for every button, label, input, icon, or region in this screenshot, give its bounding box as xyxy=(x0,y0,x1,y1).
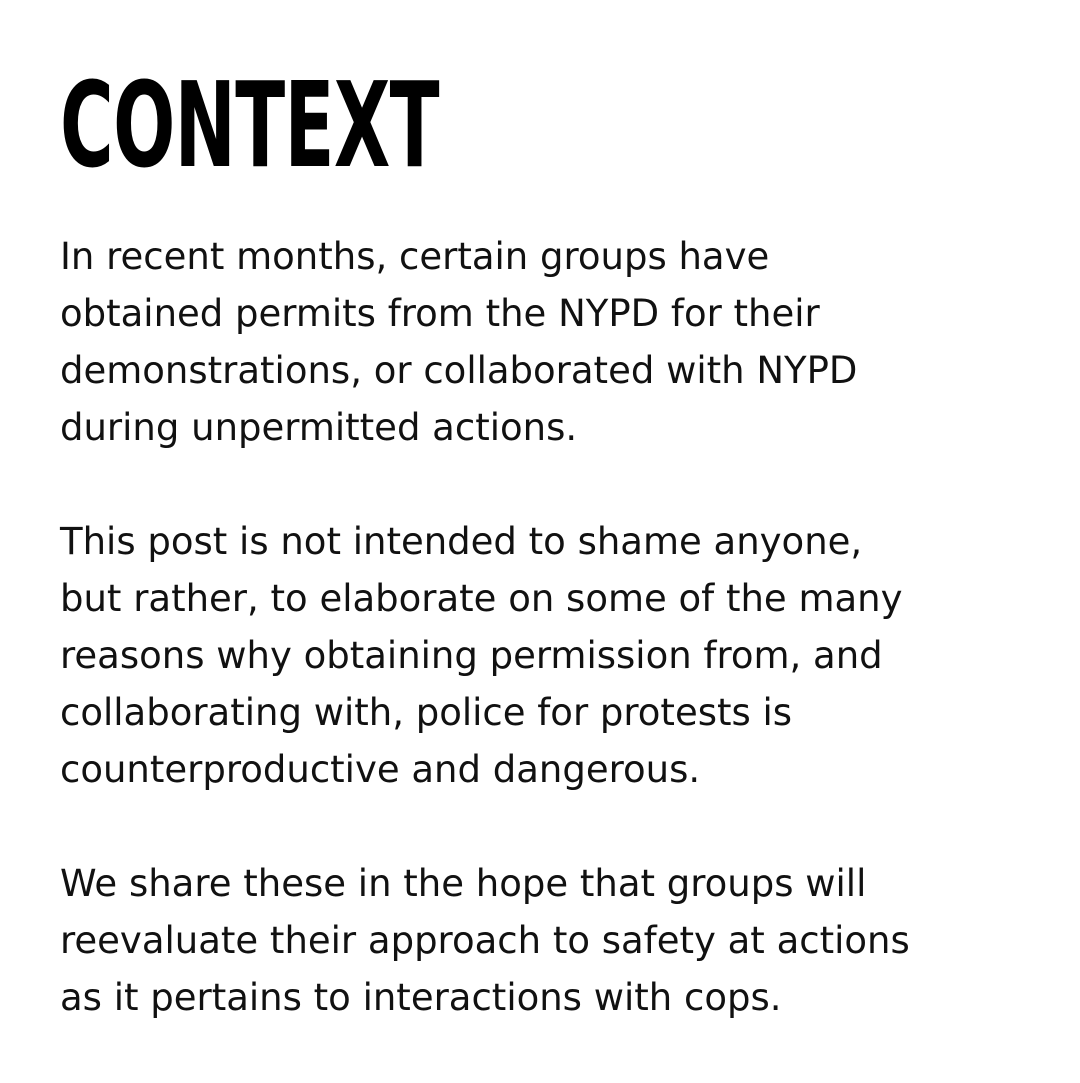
text-line: This post is not intended to shame anyone, xyxy=(60,520,863,563)
text-line: but rather, to elaborate on some of the many xyxy=(60,577,903,620)
text-line: collaborating with, police for protests is xyxy=(60,691,793,734)
text-line: reasons why obtaining permission from, and xyxy=(60,634,883,677)
text-line: We share these in the hope that groups will xyxy=(60,862,867,905)
text-line: demonstrations, or collaborated with NYPD xyxy=(60,349,858,392)
text-line: during unpermitted actions. xyxy=(60,406,578,449)
paragraph-purpose xyxy=(60,513,1045,798)
text-line: obtained permits from the NYPD for their xyxy=(60,292,820,335)
text-line: In recent months, certain groups have xyxy=(60,235,770,278)
text-line: counterproductive and dangerous. xyxy=(60,748,701,791)
text-line: reevaluate their approach to safety at actions xyxy=(60,919,910,962)
body-text xyxy=(60,228,1045,1083)
paragraph-intro xyxy=(60,228,1045,456)
paragraph-hope xyxy=(60,855,1045,1026)
page-title: CONTEXT xyxy=(60,56,439,194)
text-line: as it pertains to interactions with cops. xyxy=(60,976,782,1019)
